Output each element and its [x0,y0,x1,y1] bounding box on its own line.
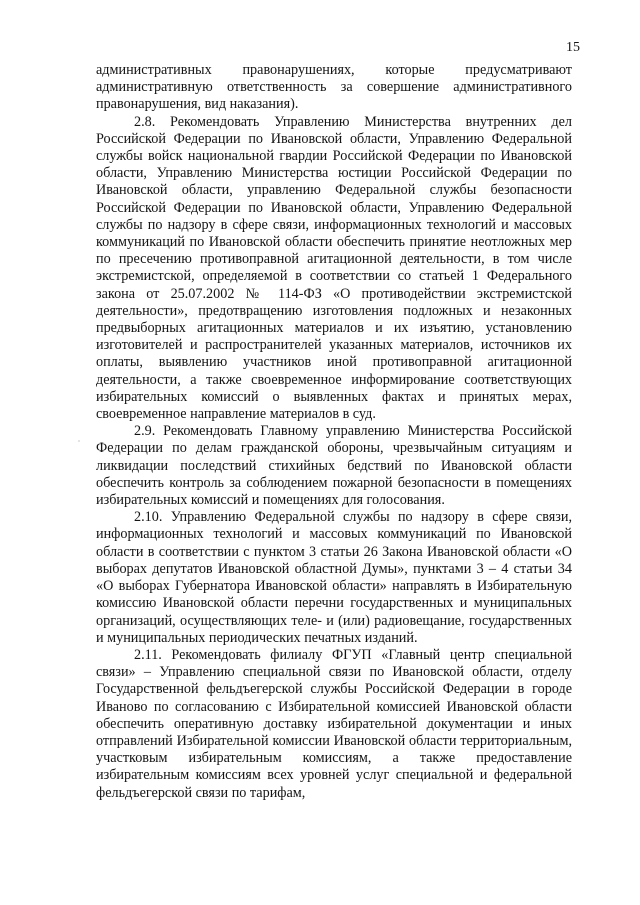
paragraph-2-11: 2.11. Рекомендовать филиалу ФГУП «Главный центр специальной связи» – Управлению специальной связи по Ивановской области, отделу Государственной фельдъегерской службы Российской Федерации в городе Иваново по согласованию с Избирательной комиссией Ивановской области обеспечить оперативную доставку избирательной документации и иных отправлений Избирательной комиссии Ивановской области территориальным, участковым избирательным комиссиям, а также предоставление избирательным комиссиям всех уровней услуг специальной и федеральной фельдъегерской связи по тарифам, [96,646,572,801]
paragraph-continuation: административных правонарушениях, которые предусматривают административную ответственность за совершение административного правонарушения, вид наказания). [96,62,572,113]
paragraph-2-8: 2.8. Рекомендовать Управлению Министерства внутренних дел Российской Федерации по Ивановской области, Управлению Федеральной службы войск национальной гвардии Российской Федерации по Ивановской области, Управлению Министерства юстиции Российской Федерации по Ивановской области, управлению Федеральной службы безопасности Российской Федерации по Ивановской области, Управлению Федеральной службы по надзору в сфере связи, информационных технологий и массовых коммуникаций по Ивановской области обеспечить принятие неотложных мер по пресечению противоправной агитационной деятельности, в том числе экстремистской, определяемой в соответствии со статьей 1 Федерального закона от 25.07.2002 № 114-ФЗ «О противодействии экстремистской деятельности», предотвращению изготовления подложных и незаконных предвыборных агитационных материалов и их изъятию, установлению изготовителей и распространителей указанных материалов, источников их оплаты, выявлению участников иной противоправной агитационной деятельности, а также своевременное информирование соответствующих избирательных комиссий о выявленных фактах и принятых мерах, своевременное направление материалов в суд. [96,113,572,423]
paragraph-2-9: 2.9. Рекомендовать Главному управлению Министерства Российской Федерации по делам гражданской обороны, чрезвычайным ситуациям и ликвидации последствий стихийных бедствий по Ивановской области обеспечить контроль за соблюдением пожарной безопасности в помещениях избирательных комиссий и помещениях для голосования. [96,423,572,509]
scan-speck [78,440,80,442]
document-body [96,62,572,802]
paragraph-2-10: 2.10. Управлению Федеральной службы по надзору в сфере связи, информационных технологий и массовых коммуникаций по Ивановской области в соответствии с пунктом 3 статьи 26 Закона Ивановской области «О выборах депутатов Ивановской областной Думы», пунктами 3 – 4 статьи 34 «О выборах Губернатора Ивановской области» направлять в Избирательную комиссию Ивановской области перечни государственных и муниципальных организаций, осуществляющих теле- и (или) радиовещание, государственных и муниципальных периодических печатных изданий. [96,509,572,646]
page-number: 15 [566,40,580,55]
